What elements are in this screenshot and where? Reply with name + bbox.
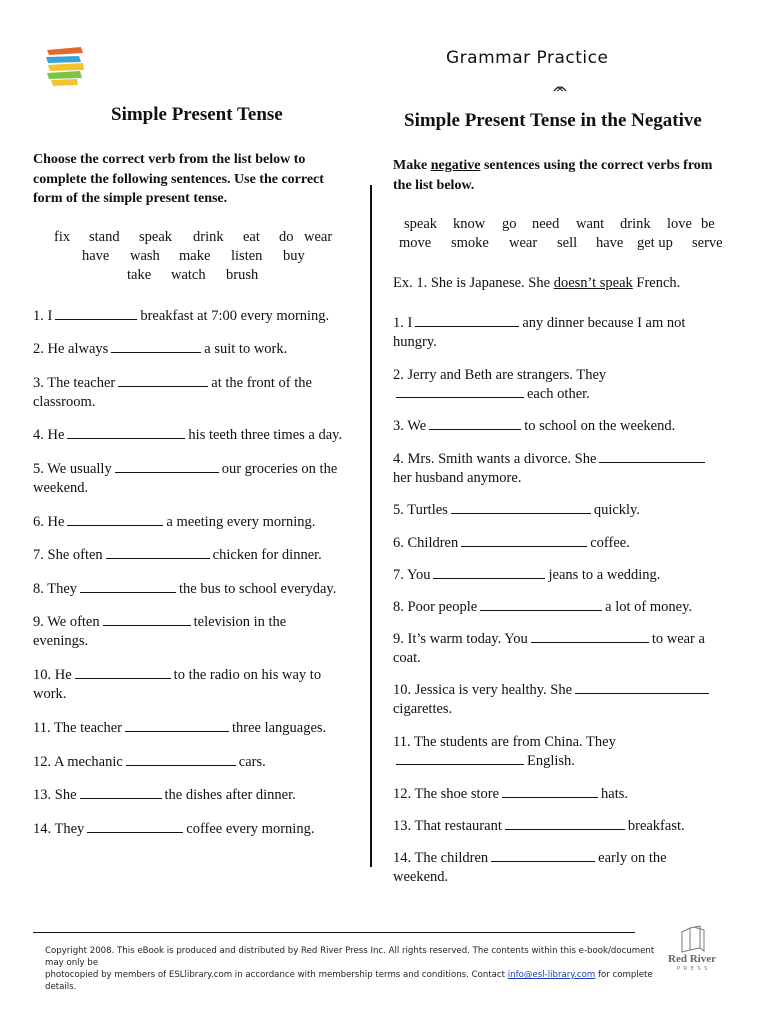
right-instructions-post: sentences using the correct verbs from the list below. <box>393 158 713 193</box>
item-rest: jeans to a wedding. <box>548 567 661 583</box>
exercise-item <box>33 374 363 412</box>
item-prompt: 11. The teacher <box>33 720 122 736</box>
item-continuation: hungry. <box>393 334 437 350</box>
answer-blank[interactable] <box>415 325 519 327</box>
word-bank-item: eat <box>243 229 260 245</box>
item-prompt: 8. They <box>33 581 78 597</box>
answer-blank[interactable] <box>575 692 709 694</box>
answer-blank[interactable] <box>106 557 210 559</box>
item-prompt: 3. We <box>393 418 427 434</box>
item-rest: chicken for dinner. <box>212 547 322 563</box>
word-bank-item: fix <box>54 229 71 245</box>
word-bank-item: know <box>453 216 486 232</box>
answer-blank[interactable] <box>75 677 171 679</box>
answer-blank[interactable] <box>491 860 595 862</box>
example-pre: Ex. 1. She is Japanese. She <box>393 275 554 291</box>
item-prompt: 9. It’s warm today. You <box>393 631 528 647</box>
item-prompt: 2. Jerry and Beth are strangers. They <box>393 367 607 383</box>
exercise-item <box>393 733 725 771</box>
item-continuation: work. <box>33 686 67 702</box>
publisher-book-icon <box>678 924 708 954</box>
answer-blank[interactable] <box>125 730 229 732</box>
item-continuation: evenings. <box>33 633 89 649</box>
header-label: Grammar Practice <box>446 48 609 68</box>
answer-blank[interactable] <box>451 512 591 514</box>
exercise-item <box>393 450 725 488</box>
item-prompt: 1. I <box>393 315 413 331</box>
exercise-item <box>393 681 725 719</box>
item-rest: English. <box>527 753 575 769</box>
answer-blank[interactable] <box>55 318 137 320</box>
answer-blank[interactable] <box>67 524 163 526</box>
answer-blank[interactable] <box>111 351 201 353</box>
answer-blank[interactable] <box>103 624 191 626</box>
right-instructions-underlined: negative <box>430 158 481 173</box>
copyright-line-2: photocopied by members of ESLlibrary.com in accordance with membership terms and conditions. Contact info@esl-library.com for complete details. <box>45 970 653 992</box>
word-bank-item: serve <box>692 235 723 251</box>
item-prompt: 10. He <box>33 667 72 683</box>
item-prompt: 6. He <box>33 514 65 530</box>
item-prompt: 12. A mechanic <box>33 754 123 770</box>
item-rest: early on the <box>598 850 667 866</box>
item-prompt: 4. Mrs. Smith wants a divorce. She <box>393 451 597 467</box>
word-bank-item: stand <box>89 229 120 245</box>
exercise-item <box>393 630 725 668</box>
item-rest: a meeting every morning. <box>166 514 316 530</box>
item-prompt: 5. Turtles <box>393 502 448 518</box>
item-prompt: 14. They <box>33 821 85 837</box>
word-bank-item: have <box>82 248 110 264</box>
word-bank-item: move <box>399 235 432 251</box>
word-bank-item: love <box>667 216 692 232</box>
header-ornament-icon <box>553 80 567 90</box>
answer-blank[interactable] <box>502 796 598 798</box>
answer-blank[interactable] <box>429 428 521 430</box>
item-prompt: 10. Jessica is very healthy. She <box>393 682 573 698</box>
item-prompt: 3. The teacher <box>33 375 116 391</box>
item-prompt: 11. The students are from China. They <box>393 734 616 750</box>
exercise-item <box>393 534 725 553</box>
answer-blank[interactable] <box>115 471 219 473</box>
word-bank-item: go <box>502 216 517 232</box>
contact-email-link[interactable]: info@esl-library.com <box>507 970 596 980</box>
item-prompt: 12. The shoe store <box>393 786 500 802</box>
exercise-item <box>33 426 363 445</box>
word-bank-item: wear <box>304 229 333 245</box>
word-bank-item: have <box>596 235 624 251</box>
exercise-item <box>33 666 363 704</box>
exercise-item <box>393 785 725 804</box>
publisher-name: Red River <box>668 953 716 965</box>
item-rest: any dinner because I am not <box>522 315 686 331</box>
answer-blank[interactable] <box>87 831 183 833</box>
word-bank-item: watch <box>171 267 206 283</box>
answer-blank[interactable] <box>461 545 587 547</box>
exercise-item <box>393 314 725 352</box>
item-continuation: her husband anymore. <box>393 470 522 486</box>
right-instructions-pre: Make <box>393 158 431 173</box>
item-rest: to school on the weekend. <box>524 418 676 434</box>
answer-blank[interactable] <box>433 577 545 579</box>
item-rest: our groceries on the <box>221 461 338 477</box>
answer-blank[interactable] <box>480 609 602 611</box>
exercise-item <box>393 566 725 585</box>
exercise-item <box>393 849 725 887</box>
right-instructions <box>393 156 723 195</box>
item-prompt: 9. We often <box>33 614 100 630</box>
exercise-item <box>33 719 363 738</box>
item-prompt: 4. He <box>33 427 65 443</box>
answer-blank[interactable] <box>396 763 524 765</box>
item-continuation: weekend. <box>33 480 89 496</box>
right-example <box>393 274 680 293</box>
item-prompt: 2. He always <box>33 341 109 357</box>
item-rest: coffee every morning. <box>186 821 315 837</box>
footer-rule <box>33 932 635 933</box>
word-bank-item: speak <box>404 216 438 232</box>
word-bank-item: buy <box>283 248 305 264</box>
example-answer: doesn’t speak <box>553 275 633 291</box>
exercise-item <box>393 366 725 404</box>
exercise-item <box>33 307 363 326</box>
item-prompt: 14. The children <box>393 850 489 866</box>
answer-blank[interactable] <box>396 396 524 398</box>
word-bank-item: do <box>279 229 294 245</box>
item-rest: to the radio on his way to <box>173 667 322 683</box>
left-title: Simple Present Tense <box>111 104 283 125</box>
answer-blank[interactable] <box>599 461 705 463</box>
item-rest: breakfast. <box>627 818 685 834</box>
item-rest: to wear a <box>651 631 705 647</box>
answer-blank[interactable] <box>126 764 236 766</box>
item-rest: at the front of the <box>211 375 312 391</box>
item-rest: cars. <box>238 754 266 770</box>
item-rest: coffee. <box>590 535 630 551</box>
copyright-line-1: Copyright 2008. This eBook is produced and distributed by Red River Press Inc. All rights reserved. The contents within this e-book/document may only be <box>45 946 655 968</box>
answer-blank[interactable] <box>118 385 208 387</box>
word-bank-item: smoke <box>451 235 489 251</box>
item-prompt: 8. Poor people <box>393 599 478 615</box>
answer-blank[interactable] <box>67 437 185 439</box>
column-divider <box>370 185 372 867</box>
item-prompt: 13. She <box>33 787 77 803</box>
answer-blank[interactable] <box>80 591 176 593</box>
item-prompt: 7. She often <box>33 547 103 563</box>
item-rest: a lot of money. <box>605 599 693 615</box>
word-bank-item: want <box>576 216 605 232</box>
word-bank-item: take <box>127 267 152 283</box>
word-bank-item: wear <box>509 235 538 251</box>
word-bank-item: speak <box>139 229 173 245</box>
word-bank-item: wash <box>130 248 160 264</box>
item-rest: three languages. <box>231 720 327 736</box>
item-prompt: 7. You <box>393 567 431 583</box>
answer-blank[interactable] <box>531 641 649 643</box>
right-title: Simple Present Tense in the Negative <box>404 110 702 131</box>
exercise-item <box>33 513 363 532</box>
exercise-item <box>33 613 363 651</box>
item-continuation: cigarettes. <box>393 701 453 717</box>
item-rest: television in the <box>193 614 287 630</box>
word-bank-item: listen <box>231 248 263 264</box>
answer-blank[interactable] <box>80 797 162 799</box>
left-instructions: Choose the correct verb from the list below to complete the following sentences. Use the correct form of the simple present tense. <box>33 152 324 206</box>
item-prompt: 13. That restaurant <box>393 818 502 834</box>
exercise-item <box>33 786 363 805</box>
exercise-item <box>33 460 363 498</box>
item-rest: the bus to school everyday. <box>179 581 337 597</box>
item-rest: his teeth three times a day. <box>188 427 343 443</box>
word-bank-item: sell <box>557 235 578 251</box>
word-bank-item: get up <box>637 235 673 251</box>
item-prompt: 1. I <box>33 308 53 324</box>
exercise-item <box>393 417 725 436</box>
answer-blank[interactable] <box>505 828 625 830</box>
exercise-item <box>33 820 363 839</box>
word-bank-item: need <box>532 216 560 232</box>
exercise-item <box>393 501 725 520</box>
item-prompt: 5. We usually <box>33 461 112 477</box>
footer-copyright <box>45 945 665 993</box>
item-continuation: coat. <box>393 650 421 666</box>
word-bank-item: drink <box>193 229 224 245</box>
word-bank-item: be <box>701 216 715 232</box>
exercise-item <box>393 598 725 617</box>
exercise-item <box>393 817 725 836</box>
exercise-item <box>33 580 363 599</box>
item-continuation: classroom. <box>33 394 96 410</box>
word-bank-item: make <box>179 248 211 264</box>
item-prompt: 6. Children <box>393 535 459 551</box>
item-rest: breakfast at 7:00 every morning. <box>140 308 330 324</box>
example-post: French. <box>632 275 681 291</box>
item-continuation: weekend. <box>393 869 449 885</box>
item-rest: the dishes after dinner. <box>164 787 296 803</box>
item-rest: a suit to work. <box>204 341 288 357</box>
word-bank-item: brush <box>226 267 259 283</box>
publisher-sub: P R E S S <box>677 966 709 972</box>
exercise-item <box>33 340 363 359</box>
item-rest: hats. <box>601 786 629 802</box>
item-rest: quickly. <box>593 502 640 518</box>
item-rest: each other. <box>527 386 590 402</box>
exercise-item <box>33 753 363 772</box>
books-logo-icon <box>43 44 89 90</box>
exercise-item <box>33 546 363 565</box>
word-bank-item: drink <box>620 216 651 232</box>
